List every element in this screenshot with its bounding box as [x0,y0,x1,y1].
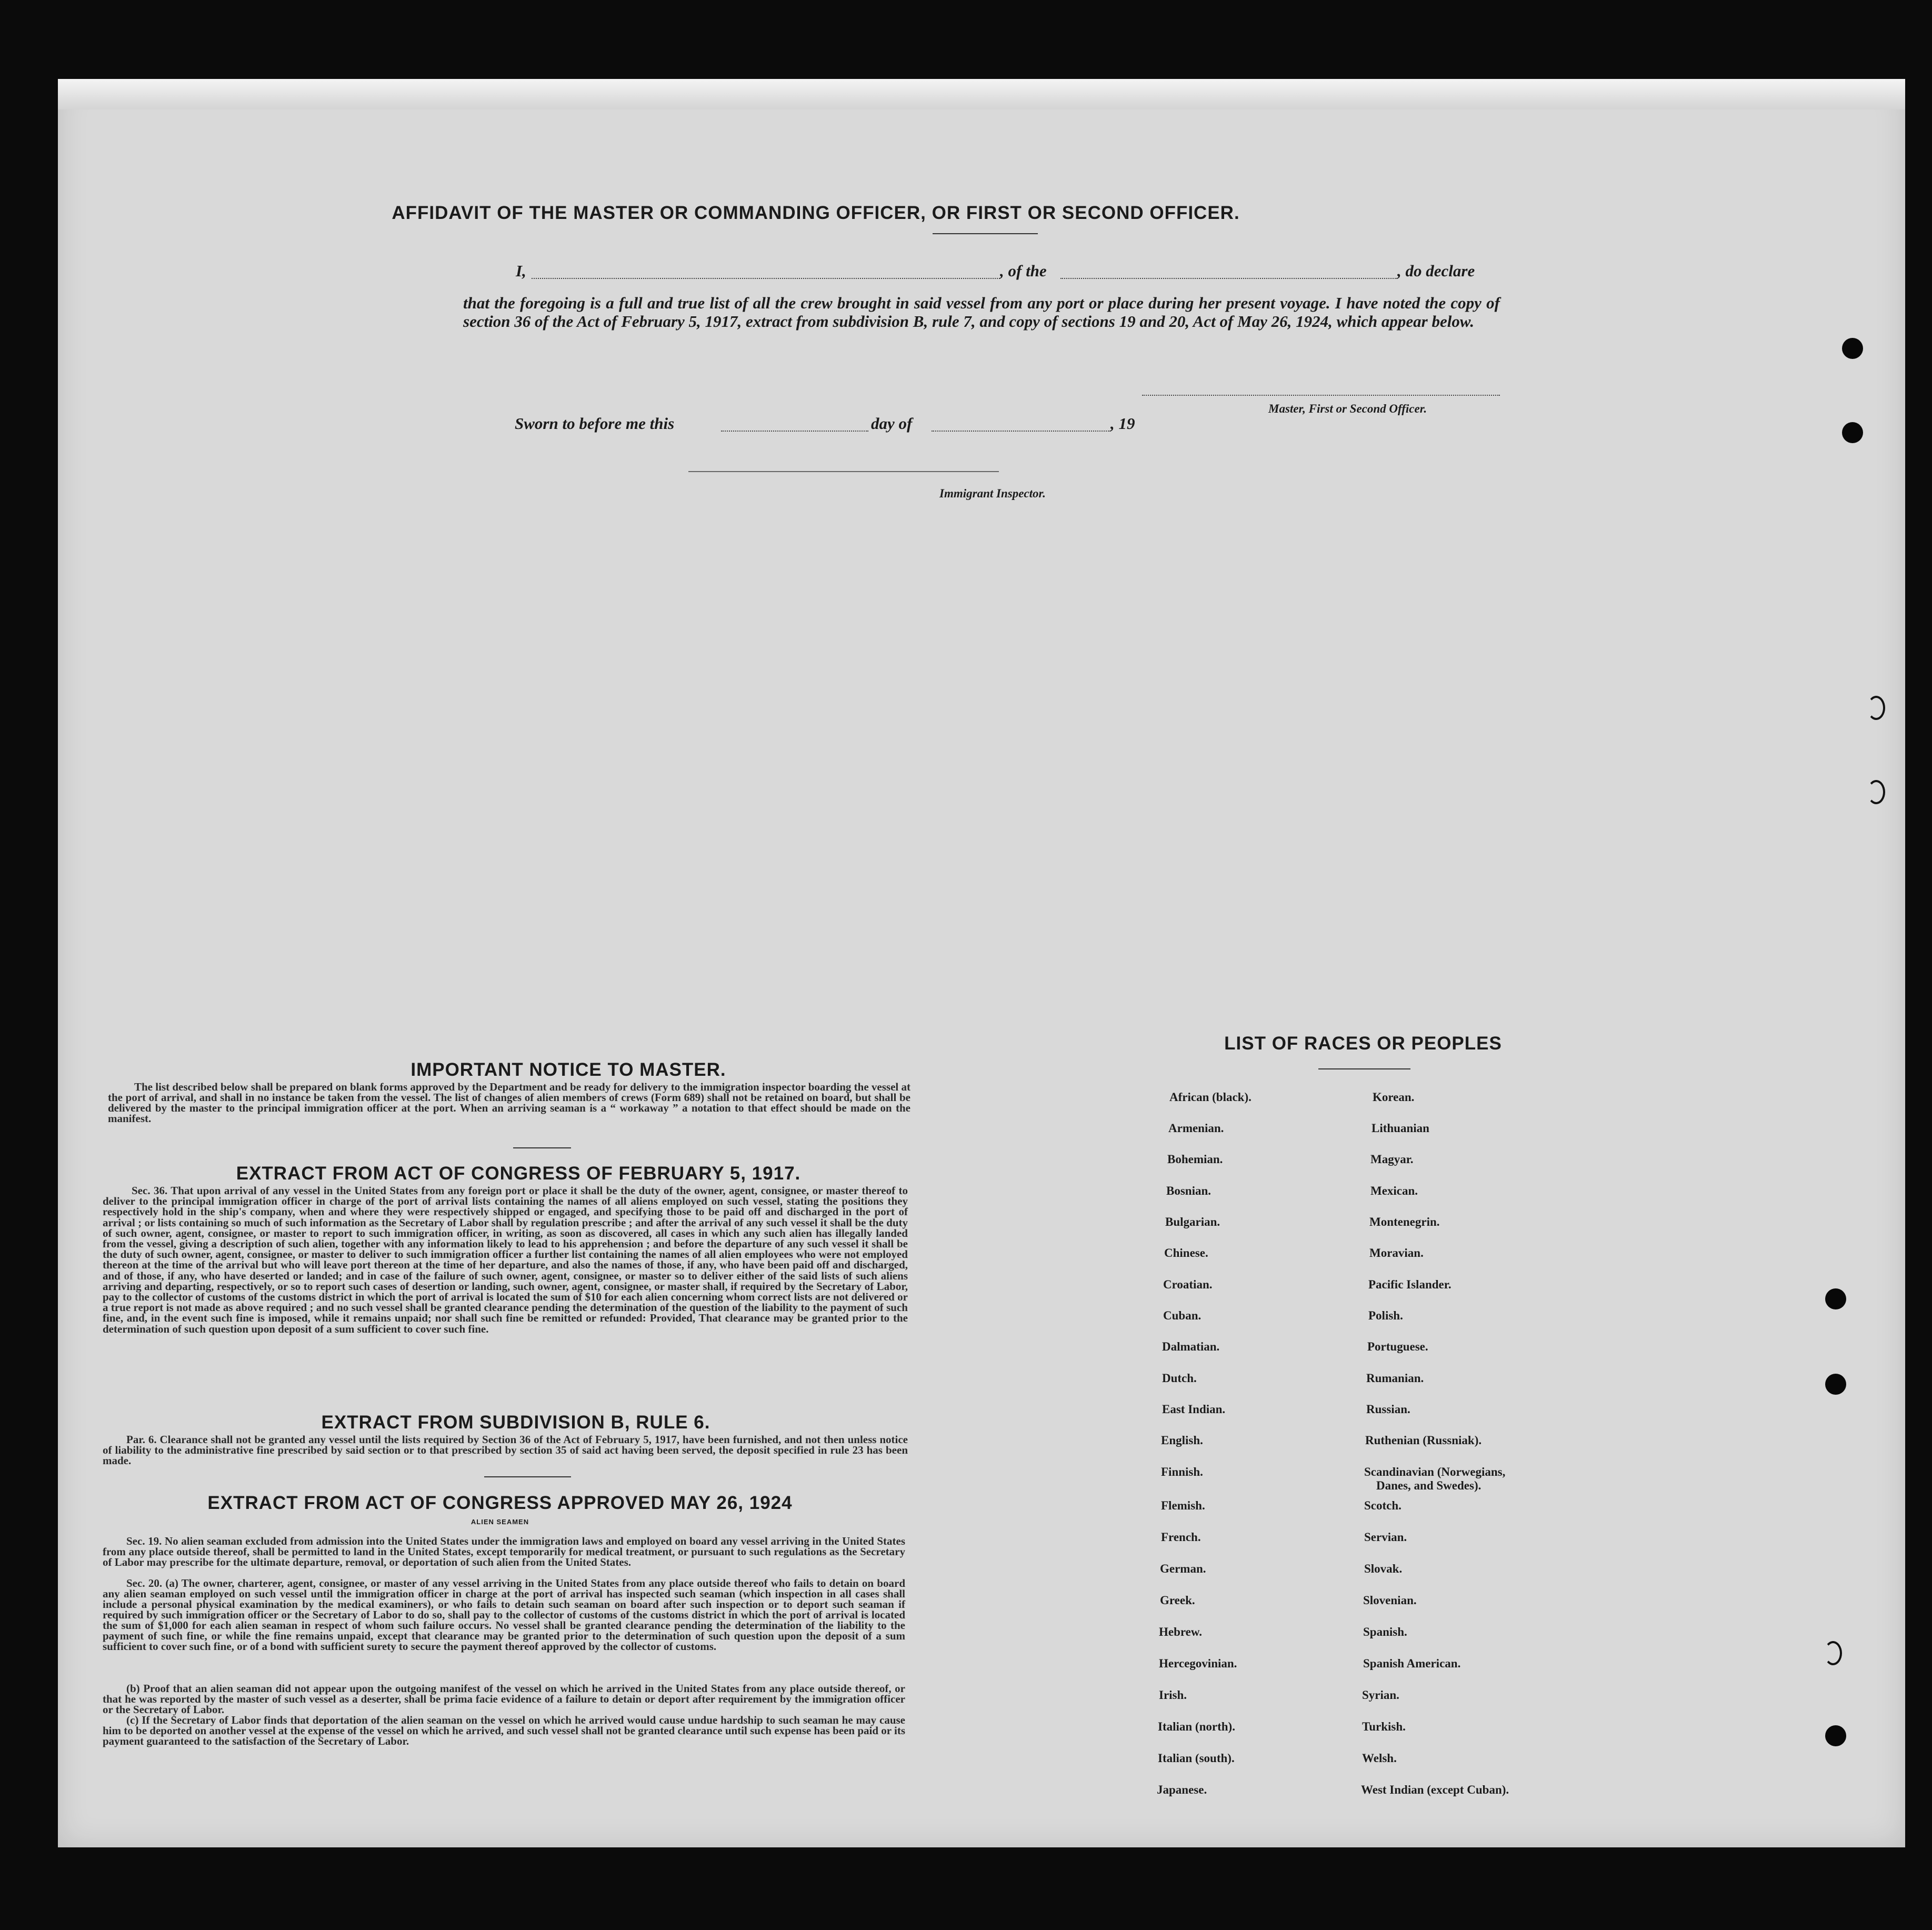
race-item: Croatian. [1163,1278,1213,1291]
rule-6-rule [484,1476,571,1477]
race-item: Japanese. [1157,1783,1207,1796]
punch-hole [1867,780,1885,804]
punch-hole [1842,422,1863,443]
race-item: Rumanian. [1366,1372,1424,1385]
punch-hole [1825,1288,1846,1309]
affidavit-vessel-field[interactable] [1060,278,1397,279]
race-item: Dutch. [1162,1372,1197,1385]
notice-body: The list described below shall be prepared on blank forms approved by the Department and be ready for delivery to the immigration inspector boarding the vessel at the port of arrival, and shall in no instance be taken from the vessel. The list of changes of alien members of crews (Form 689) shall not be retained on board, but shall be delivered by the master to the principal immigration officer at the port. When an arriving seaman is a “ workaway ” a notation to that effect should be made on the manifest. [108,1081,910,1125]
rule-6-body: Par. 6. Clearance shall not be granted any vessel until the lists required by Section 36 of the Act of February 5, 1917, have been furnished, and not then unless notice of liability to the administrative fine prescribed by said section or to that prescribed by section 35 of said act having been served, the deposit specified in rule 23 has been made. [103,1433,908,1467]
affidavit-title: AFFIDAVIT OF THE MASTER OR COMMANDING OFFICER, OR FIRST OR SECOND OFFICER. [392,203,1240,223]
affidavit-body: that the foregoing is a full and true list of all the crew brought in said vessel from any port or place during her present voyage. I have noted the copy of section 36 of the Act of February 5, 1917, extract from subdivision B, rule 7, and copy of sections 19 and 20, Act of May 26, 1924, which appear below. [463,294,1500,331]
notice-title: IMPORTANT NOTICE TO MASTER. [411,1059,726,1080]
rule-6-title: EXTRACT FROM SUBDIVISION B, RULE 6. [321,1412,710,1433]
race-item: Ruthenian (Russniak). [1365,1434,1482,1447]
race-item: East Indian. [1162,1403,1226,1416]
race-item: Pacific Islander. [1368,1278,1451,1291]
extract-1924-title: EXTRACT FROM ACT OF CONGRESS APPROVED MAY 26, 1924 [207,1493,793,1513]
race-item: Montenegrin. [1369,1215,1440,1228]
affidavit-name-field[interactable] [532,278,1000,279]
punch-hole [1867,696,1885,720]
extract-1917-title: EXTRACT FROM ACT OF CONGRESS OF FEBRUARY 5, 1917. [236,1163,801,1184]
race-item: Chinese. [1164,1246,1208,1259]
race-item: Mexican. [1370,1184,1418,1197]
year-label: , 19 [1110,414,1135,433]
race-item: Scotch. [1364,1499,1402,1512]
race-item: Syrian. [1362,1688,1399,1702]
affidavit-i-label: I, [516,262,526,280]
race-item: Irish. [1159,1688,1187,1702]
punch-hole [1824,1641,1842,1665]
race-item: Italian (north). [1158,1720,1235,1733]
race-item: Spanish American. [1363,1657,1461,1670]
race-item: Turkish. [1362,1720,1406,1733]
race-item: Slovak. [1364,1562,1403,1575]
inspector-signature-line[interactable] [688,471,999,472]
inspector-label: Immigrant Inspector. [939,487,1046,500]
race-item: Italian (south). [1158,1752,1235,1765]
race-item: Bosnian. [1166,1184,1212,1197]
race-item: Lithuanian [1372,1122,1429,1135]
race-item: African (black). [1169,1091,1252,1104]
affidavit-of-the-label: , of the [1000,262,1047,280]
races-title-rule [1318,1068,1410,1069]
sec-19-body: Sec. 19. No alien seaman excluded from admission into the United States under the immigration laws and employed on board any vessel arriving in the United States from any place outside thereof, shall be permitted to land in the United States, except temporarily for medical treatment, or pursuant to such regulations as the Secretary of Labor may prescribe for the ultimate departure, removal, or deportation of such alien from the United States. [103,1535,905,1568]
sworn-month-field[interactable] [932,431,1110,432]
punch-hole [1825,1725,1846,1746]
race-item: Armenian. [1168,1122,1224,1135]
affidavit-do-declare-label: , do declare [1397,262,1475,280]
race-item: Slovenian. [1363,1594,1417,1607]
sec-20c-body: (c) If the Secretary of Labor finds that deportation of the alien seaman on the vessel on which he arrived would cause undue hardship to such seaman he may cause him to be deported on another vessel at the expense of the vessel on which he arrived, and such vessel shall not be granted clearance until such expense has been paid or its payment guaranteed to the satisfaction of the Secretary of Labor. [103,1714,905,1747]
race-item: English. [1161,1434,1203,1447]
race-item: Polish. [1368,1309,1403,1322]
race-item: Portuguese. [1367,1340,1428,1353]
race-item: Welsh. [1362,1752,1397,1765]
sworn-label: Sworn to before me this [515,414,675,433]
race-item: Bulgarian. [1165,1215,1220,1228]
race-item: Russian. [1366,1403,1410,1416]
race-item: Hercegovinian. [1159,1657,1237,1670]
race-item: West Indian (except Cuban). [1361,1783,1509,1796]
master-signature-field[interactable] [1142,395,1500,396]
punch-hole [1842,338,1863,359]
race-item: German. [1160,1562,1206,1575]
sec-20b-body: (b) Proof that an alien seaman did not appear upon the outgoing manifest of the vessel on which he arrived in the United States from any place outside thereof, or that he was reported by the master of such vessel as a deserter, shall be prima facie evidence of a failure to detain or deport after requirement by the immigration officer or the Secretary of Labor. [103,1682,905,1716]
race-item: Magyar. [1370,1153,1414,1166]
extract-1924-subtitle: ALIEN SEAMEN [471,1518,529,1526]
race-item: Servian. [1364,1531,1407,1544]
race-item: Greek. [1160,1594,1195,1607]
race-item: Finnish. [1161,1465,1203,1478]
punch-hole [1825,1374,1846,1395]
race-item: Spanish. [1363,1625,1407,1638]
races-title: LIST OF RACES OR PEOPLES [1224,1033,1502,1054]
day-of-label: day of [871,414,913,433]
notice-rule [513,1147,571,1148]
race-item: French. [1161,1531,1201,1544]
sworn-day-field[interactable] [721,431,868,432]
race-item: Cuban. [1163,1309,1202,1322]
race-item: Korean. [1373,1091,1415,1104]
race-item: Moravian. [1369,1246,1424,1259]
affidavit-title-rule [933,233,1038,234]
sec-20a-body: Sec. 20. (a) The owner, charterer, agent, consignee, or master of any vessel arriving in the United States from any place outside thereof who fails to detain on board any alien seaman employed on such vessel until the immigration officer in charge at the port of arrival has inspected such seaman (which inspection in all cases shall include a personal physical examination by the medical examiners), or who fails to detain such seaman on board after such inspection or to deport such seaman if required by such immigration officer or the Secretary of Labor to do so, shall pay to the collector of customs of the customs district in which the port of arrival is located the sum of $1,000 for each alien seaman in respect of whom such failure occurs. No vessel shall be granted clearance pending the determination of the liability to the payment of such fine, or while the fine remains unpaid, except that clearance may be granted prior to the determination of such question upon the deposit of a sum sufficient to cover such fine, or of a bond with sufficient surety to secure the payment thereof approved by the collector of customs. [103,1577,905,1653]
race-item: Bohemian. [1167,1153,1223,1166]
master-signature-label: Master, First or Second Officer. [1268,402,1427,415]
page-top-edge [58,79,1905,109]
race-item: Dalmatian. [1162,1340,1220,1353]
extract-1917-body: Sec. 36. That upon arrival of any vessel in the United States from any foreign port or place it shall be the duty of the owner, agent, consignee, or master thereof to deliver to the principal immigration officer in charge of the port of arrival lists containing the names of all aliens employed on such vessel, stating the positions they respectively hold in the ship's company, when and where they were respectively shipped or engaged, and specifying those to be paid off and discharged in the port of arrival ; or lists containing so much of such information as the Secretary of Labor shall by regulation prescribe ; and after the arrival of any such vessel it shall be the duty of such owner, agent, consignee, or master to report to such immigration officer, in writing, as soon as discovered, all cases in which any such alien has illegally landed from the vessel, giving a description of such alien, together with any information likely to lead to his apprehension ; and before the departure of any such vessel it shall be the duty of such owner, agent, consignee, or master to deliver to such immigration officer a further list containing the names of all alien employees who were not employed thereon at the time of the arrival but who will leave port thereon at the time of her departure, and also the names of those, if any, who have been paid off and discharged, and of those, if any, who have deserted or landed; and in case of the failure of such owner, agent, consignee, or master so to deliver either of the said lists of such aliens arriving and departing, respectively, or so to report such cases of desertion or landing, such owner, agent, consignee, or master shall, if required by the Secretary of Labor, pay to the collector of customs of the customs district in which the port of arrival is located the sum of $10 for each alien concerning whom correct lists are not delivered or a true report is not made as above required ; and no such vessel shall be granted clearance pending the determination of the question of the liability to the payment of such fine, and, in the event such fine is imposed, while it remains unpaid; nor shall such fine be remitted or refunded: Provided, That clearance may be granted prior to the determination of such question upon deposit of a sum sufficient to cover such fine. [103,1184,908,1335]
race-item: Hebrew. [1159,1625,1202,1638]
race-item: Scandinavian (Norwegians, Danes, and Swedes). [1364,1465,1506,1492]
race-item: Flemish. [1161,1499,1205,1512]
